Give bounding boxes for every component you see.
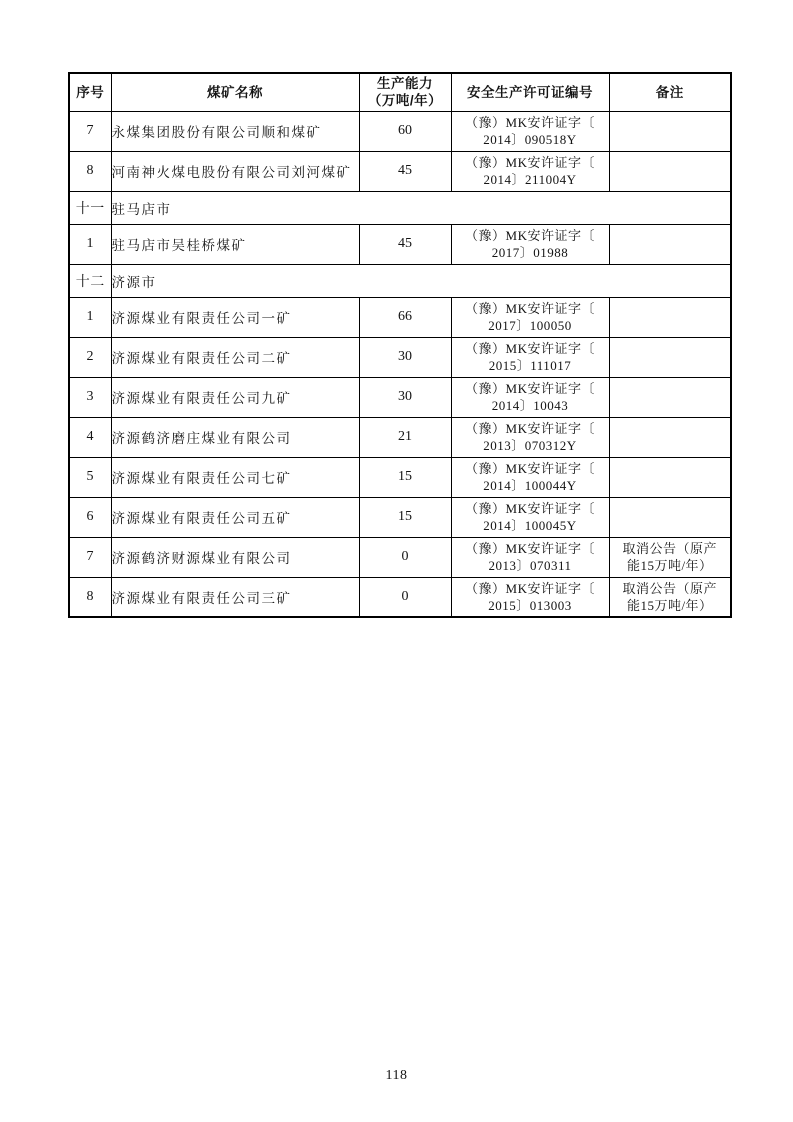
section-city: 驻马店市 (111, 191, 731, 224)
remark-cell (609, 337, 731, 377)
capacity-value: 30 (359, 377, 451, 417)
col-header-remark: 备注 (609, 73, 731, 111)
license-line2: 2014〕100045Y (483, 518, 577, 533)
table-row (69, 111, 731, 151)
table-row (69, 457, 731, 497)
remark-cell (609, 224, 731, 264)
license-line2: 2014〕211004Y (483, 172, 577, 187)
mine-name: 济源煤业有限责任公司二矿 (111, 337, 359, 377)
license-line1: （豫）MK安许证字〔 (465, 115, 595, 130)
remark-cell (609, 537, 731, 577)
row-no: 7 (69, 111, 111, 151)
remark-cell (609, 111, 731, 151)
section-index: 十一 (69, 191, 111, 224)
capacity-value: 15 (359, 457, 451, 497)
table-row (69, 537, 731, 577)
coal-mine-table (68, 72, 732, 618)
remark-cell (609, 497, 731, 537)
table-row (69, 377, 731, 417)
mine-name: 济源鹤济财源煤业有限公司 (111, 537, 359, 577)
capacity-value: 66 (359, 297, 451, 337)
license-line2: 2014〕10043 (491, 398, 569, 413)
license-number (451, 377, 609, 417)
col-header-no: 序号 (69, 73, 111, 111)
table-header-row (69, 73, 731, 111)
remark-line2: 能15万吨/年） (626, 558, 713, 573)
mine-name: 济源鹤济磨庄煤业有限公司 (111, 417, 359, 457)
remark-line1: 取消公告（原产 (622, 580, 717, 596)
remark-cell (609, 151, 731, 191)
license-line2: 2015〕111017 (488, 358, 572, 373)
mine-name: 济源煤业有限责任公司五矿 (111, 497, 359, 537)
license-number (451, 111, 609, 151)
mine-name: 济源煤业有限责任公司一矿 (111, 297, 359, 337)
row-no: 8 (69, 577, 111, 617)
license-line2: 2015〕013003 (488, 597, 572, 613)
capacity-value: 15 (359, 497, 451, 537)
license-line1: （豫）MK安许证字〔 (465, 501, 595, 516)
license-number (451, 337, 609, 377)
table-row (69, 417, 731, 457)
col-header-license: 安全生产许可证编号 (451, 73, 609, 111)
license-line1: （豫）MK安许证字〔 (465, 301, 595, 316)
table-row (69, 497, 731, 537)
license-line1: （豫）MK安许证字〔 (465, 228, 595, 243)
row-no: 4 (69, 417, 111, 457)
remark-cell (609, 457, 731, 497)
mine-name: 济源煤业有限责任公司七矿 (111, 457, 359, 497)
capacity-value: 0 (359, 537, 451, 577)
license-number (451, 537, 609, 577)
license-number (451, 417, 609, 457)
license-line1: （豫）MK安许证字〔 (465, 155, 595, 170)
license-line1: （豫）MK安许证字〔 (465, 461, 595, 476)
capacity-value: 45 (359, 224, 451, 264)
remark-line2: 能15万吨/年） (626, 597, 713, 613)
row-no: 1 (69, 224, 111, 264)
license-line2: 2014〕100044Y (483, 478, 577, 493)
mine-name: 驻马店市吴桂桥煤矿 (111, 224, 359, 264)
license-line2: 2014〕090518Y (483, 132, 577, 147)
mine-name: 济源煤业有限责任公司九矿 (111, 377, 359, 417)
section-index: 十二 (69, 264, 111, 297)
license-number (451, 151, 609, 191)
table-row (69, 577, 731, 617)
license-number (451, 297, 609, 337)
page-number: 118 (385, 1068, 408, 1083)
license-line2: 2017〕01988 (491, 245, 569, 260)
row-no: 1 (69, 297, 111, 337)
table-row (69, 297, 731, 337)
capacity-value: 21 (359, 417, 451, 457)
mine-name: 永煤集团股份有限公司顺和煤矿 (111, 111, 359, 151)
col-header-capacity-line1: 生产能力 (377, 76, 433, 92)
license-line2: 2013〕070311 (488, 558, 572, 573)
mine-name: 济源煤业有限责任公司三矿 (111, 577, 359, 617)
remark-cell (609, 377, 731, 417)
table-row (69, 337, 731, 377)
row-no: 5 (69, 457, 111, 497)
mine-name: 河南神火煤电股份有限公司刘河煤矿 (111, 151, 359, 191)
row-no: 8 (69, 151, 111, 191)
col-header-capacity (359, 73, 451, 111)
remark-cell (609, 577, 731, 617)
table-row (69, 151, 731, 191)
license-line2: 2013〕070312Y (483, 438, 577, 453)
license-number (451, 457, 609, 497)
capacity-value: 30 (359, 337, 451, 377)
table-row (69, 224, 731, 264)
license-line1: （豫）MK安许证字〔 (465, 381, 595, 396)
license-line2: 2017〕100050 (488, 318, 572, 333)
capacity-value: 45 (359, 151, 451, 191)
remark-cell (609, 297, 731, 337)
remark-line1: 取消公告（原产 (622, 541, 717, 556)
row-no: 2 (69, 337, 111, 377)
license-line1: （豫）MK安许证字〔 (465, 541, 595, 556)
section-row (69, 191, 731, 224)
row-no: 7 (69, 537, 111, 577)
capacity-value: 60 (359, 111, 451, 151)
license-line1: （豫）MK安许证字〔 (465, 341, 595, 356)
capacity-value: 0 (359, 577, 451, 617)
license-number (451, 577, 609, 617)
license-line1: （豫）MK安许证字〔 (465, 421, 595, 436)
row-no: 3 (69, 377, 111, 417)
row-no: 6 (69, 497, 111, 537)
section-city: 济源市 (111, 264, 731, 297)
license-number (451, 224, 609, 264)
remark-cell (609, 417, 731, 457)
license-number (451, 497, 609, 537)
license-line1: （豫）MK安许证字〔 (465, 580, 595, 596)
col-header-name: 煤矿名称 (111, 73, 359, 111)
section-row (69, 264, 731, 297)
col-header-capacity-line2: （万吨/年） (367, 93, 443, 109)
